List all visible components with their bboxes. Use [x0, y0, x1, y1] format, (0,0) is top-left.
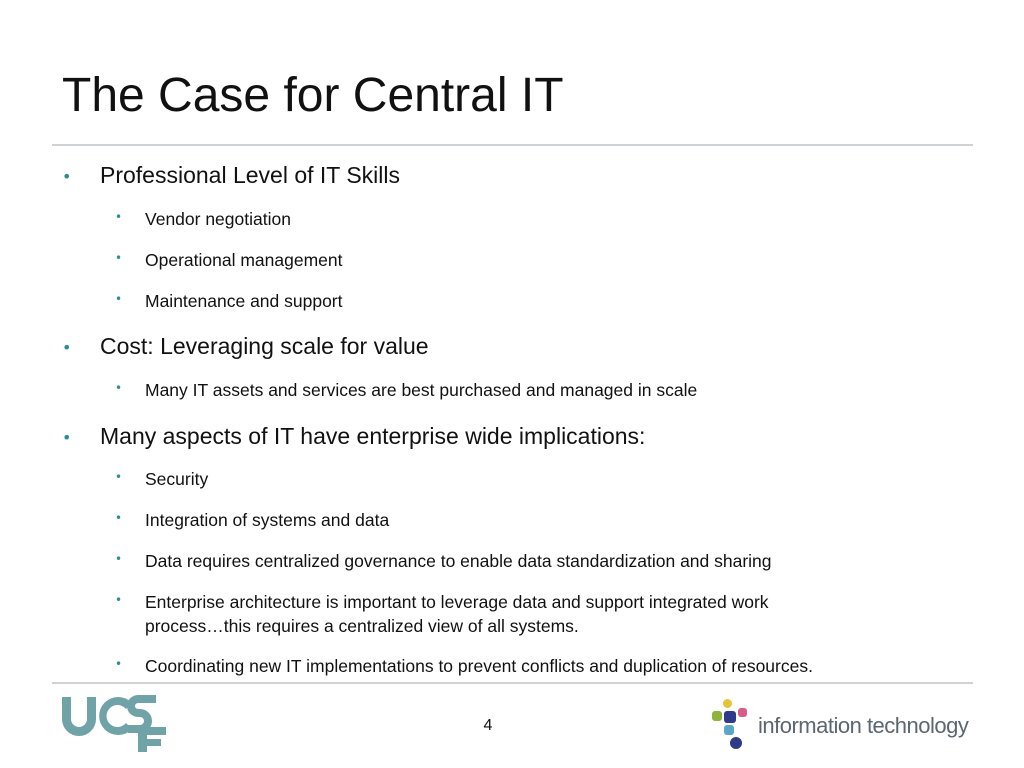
bullet-marker: •: [115, 657, 123, 671]
bullet-marker: •: [115, 381, 123, 395]
bullet-text: Vendor negotiation: [145, 209, 291, 229]
footer-divider: [52, 682, 973, 684]
bullet-marker: •: [115, 511, 123, 525]
bullet-text: Professional Level of IT Skills: [100, 162, 400, 188]
page-number: 4: [483, 717, 493, 734]
title-divider: [52, 144, 973, 146]
bullet-marker: •: [62, 338, 72, 357]
it-logo-mark-icon: [708, 697, 752, 751]
bullet-marker: •: [115, 210, 123, 224]
bullet-marker: •: [115, 470, 123, 484]
bullet-text: Operational management: [145, 250, 343, 270]
bullet-marker: •: [115, 593, 123, 607]
information-technology-logo: [708, 697, 978, 753]
bullet-marker: •: [115, 552, 123, 566]
bullet-text: Maintenance and support: [145, 291, 343, 311]
bullet-text: Security: [145, 469, 209, 489]
bullet-text: Many IT assets and services are best purchased and managed in scale: [145, 380, 698, 400]
bullet-text: Cost: Leveraging scale for value: [100, 333, 429, 359]
bullet-text: Data requires centralized governance to enable data standardization and sharing: [145, 551, 772, 571]
bullet-text: Integration of systems and data: [145, 510, 390, 530]
it-logo-text: information technology: [758, 713, 969, 738]
slide-title: The Case for Central IT: [62, 69, 564, 122]
bullet-text: Enterprise architecture is important to leverage data and support integrated work: [145, 592, 769, 612]
ucsf-logo: [60, 693, 168, 753]
bullet-text: process…this requires a centralized view of all systems.: [145, 616, 579, 636]
bullet-text: Coordinating new IT implementations to prevent conflicts and duplication of resources.: [145, 656, 813, 676]
bullet-marker: •: [62, 428, 72, 447]
bullet-marker: •: [115, 251, 123, 265]
bullet-marker: •: [115, 292, 123, 306]
bullet-text: Many aspects of IT have enterprise wide implications:: [100, 423, 646, 449]
bullet-marker: •: [62, 167, 72, 186]
